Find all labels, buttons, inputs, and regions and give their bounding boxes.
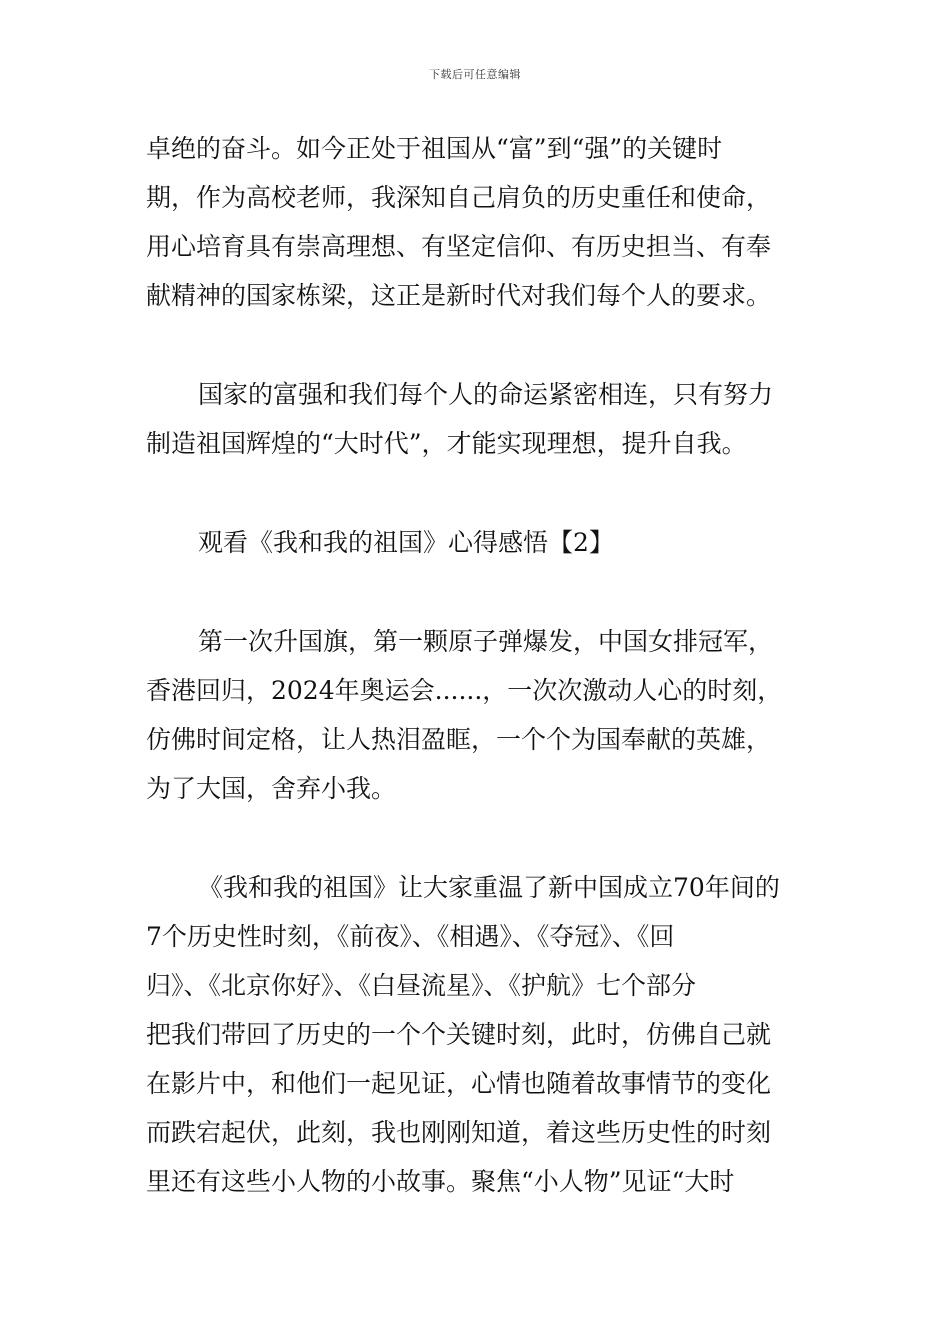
page-header: 下载后可任意编辑 xyxy=(429,68,521,81)
section-heading xyxy=(146,518,836,567)
paragraph-1 xyxy=(146,124,836,320)
text-line: 把我们带回了历史的一个个关键时刻，此时，仿佛自己就 xyxy=(146,1020,772,1049)
text-line: 献精神的国家栋梁，这正是新时代对我们每个人的要求。 xyxy=(146,281,772,310)
document-body xyxy=(146,124,836,1206)
paragraph-gap xyxy=(146,468,836,518)
text-line: 仿佛时间定格，让人热泪盈眶，一个个为国奉献的英雄， xyxy=(146,725,772,754)
paragraph-gap xyxy=(146,567,836,617)
paragraph-2 xyxy=(146,370,836,468)
text-line: 里还有这些小人物的小故事。聚焦“小人物”见证“大时 xyxy=(146,1167,735,1196)
text-line: 国家的富强和我们每个人的命运紧密相连，只有努力 xyxy=(198,380,774,409)
text-line: 香港回归，2024年奥运会......，一次次激动人心的时刻， xyxy=(146,676,783,705)
text-line: 用心培育具有崇高理想、有坚定信仰、有历史担当、有奉 xyxy=(146,232,772,261)
text-line: 而跌宕起伏，此刻，我也刚刚知道，着这些历史性的时刻 xyxy=(146,1118,772,1147)
text-line: 制造祖国辉煌的“大时代”，才能实现理想，提升自我。 xyxy=(146,429,747,458)
text-line: 卓绝的奋斗。如今正处于祖国从“富”到“强”的关键时 xyxy=(146,134,723,163)
section-title: 观看《我和我的祖国》心得感悟【2】 xyxy=(198,528,614,557)
text-line: 《我和我的祖国》让大家重温了新中国成立70年间的 xyxy=(198,873,780,902)
text-line: 第一次升国旗，第一颗原子弹爆发，中国女排冠军， xyxy=(198,627,774,656)
paragraph-3 xyxy=(146,617,836,813)
text-line: 在影片中，和他们一起见证，心情也随着故事情节的变化 xyxy=(146,1069,772,1098)
text-line: 7个历史性时刻，《前夜》、《相遇》、《夺冠》、《回 xyxy=(146,922,675,951)
paragraph-4 xyxy=(146,863,836,1206)
text-line: 归》、《北京你好》、《白昼流星》、《护航》七个部分 xyxy=(146,971,697,1000)
text-line: 期，作为高校老师，我深知自己肩负的历史重任和使命， xyxy=(146,183,772,212)
paragraph-gap xyxy=(146,813,836,863)
text-line: 为了大国，舍弃小我。 xyxy=(146,774,397,803)
paragraph-gap xyxy=(146,320,836,370)
